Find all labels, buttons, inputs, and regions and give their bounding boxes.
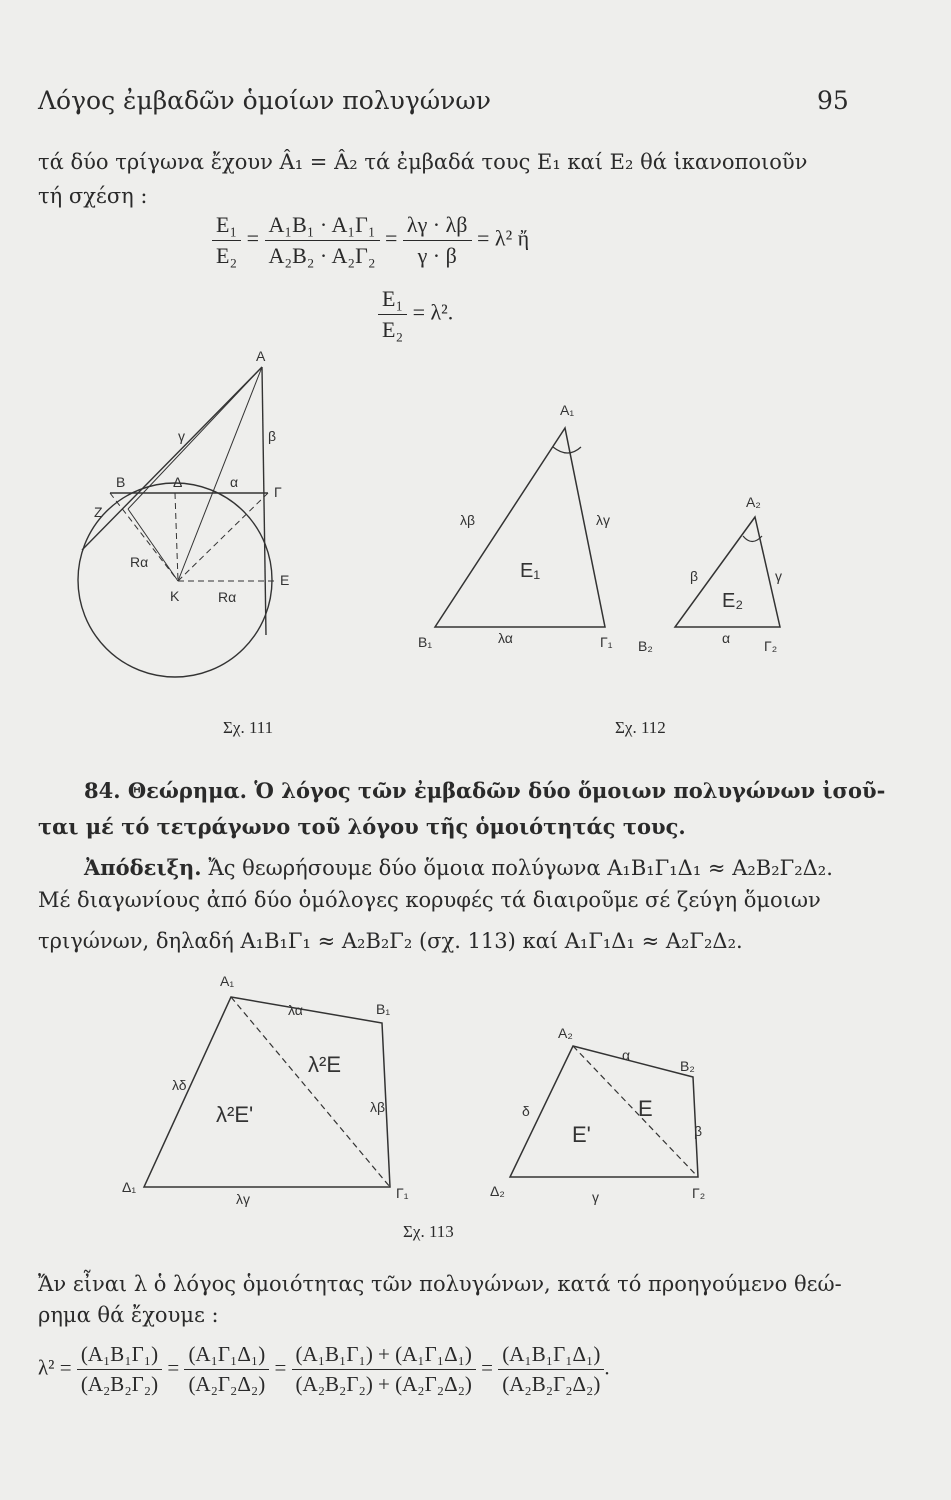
running-header: Λόγος ἐμβαδῶν ὁμοίων πολυγώνων bbox=[38, 86, 491, 115]
figure-113 bbox=[120, 970, 740, 1210]
final-eq-2: = bbox=[274, 1355, 287, 1380]
label-a: α bbox=[722, 630, 731, 646]
label-ld: λδ bbox=[172, 1077, 187, 1093]
eq2-tail: = λ². bbox=[412, 299, 454, 325]
eq2-num: E₁ bbox=[378, 286, 407, 315]
eq1-b-den: A₂B₂ · A₂Γ₂ bbox=[268, 243, 376, 268]
theorem-text-1: Ὁ λόγος τῶν ἐμβαδῶν δύο ὅμοιων πολυγώνων ἰσοῦ- bbox=[254, 778, 886, 803]
label-l2E: λ²E bbox=[308, 1052, 341, 1077]
label-B2: B₂ bbox=[638, 638, 653, 654]
final-f4-num: (A₁B₁Γ₁Δ₁) bbox=[498, 1342, 604, 1370]
line-g-k bbox=[178, 493, 268, 581]
proof-line-3: τριγώνων, δηλαδή Α₁Β₁Γ₁ ≈ Α₂Β₂Γ₂ (σχ. 113) καί Α₁Γ₁Δ₁ ≈ Α₂Γ₂Δ₂. bbox=[38, 929, 743, 953]
final-eq-3: = bbox=[481, 1355, 494, 1380]
final-f3-num: (A₁B₁Γ₁) + (A₁Γ₁Δ₁) bbox=[292, 1342, 476, 1370]
label-la: λα bbox=[498, 630, 513, 646]
line-a-b bbox=[82, 367, 262, 550]
eq1-c-num: λγ · λβ bbox=[403, 212, 472, 241]
closing-line-1: Ἄν εἶναι λ ὁ λόγος ὁμοιότητας τῶν πολυγώνων, κατά τό προηγούμενο θεώ- bbox=[38, 1272, 842, 1296]
quadrilateral-2 bbox=[510, 1046, 698, 1177]
label-a: α bbox=[622, 1047, 631, 1063]
label-A1: A₁ bbox=[560, 402, 575, 418]
label-D2: Δ₂ bbox=[490, 1183, 505, 1199]
eq1-a-num: E₁ bbox=[212, 212, 241, 241]
label-A1: A₁ bbox=[220, 973, 235, 989]
proof-line-1 bbox=[84, 855, 833, 880]
proof-text-1: Ἄς θεωρήσουμε δύο ὅμοια πολύγωνα Α₁Β₁Γ₁Δ₁ ≈ Α₂Β₂Γ₂Δ₂. bbox=[208, 856, 833, 880]
line-a-z bbox=[128, 367, 262, 509]
label-B1: B₁ bbox=[376, 1001, 391, 1017]
angle-arc-1 bbox=[553, 447, 581, 453]
label-D1: Δ₁ bbox=[122, 1179, 137, 1195]
label-A: A bbox=[256, 348, 266, 364]
label-lb: λβ bbox=[460, 512, 476, 528]
label-b: β bbox=[694, 1123, 703, 1139]
label-G2: Γ₂ bbox=[692, 1185, 706, 1201]
line-a-g bbox=[262, 367, 266, 635]
final-end: . bbox=[604, 1355, 610, 1380]
equation-area-ratio bbox=[212, 212, 529, 269]
label-b: β bbox=[690, 568, 699, 584]
line-a-k bbox=[178, 367, 262, 581]
caption-fig-112: Σχ. 112 bbox=[615, 718, 666, 737]
figure-111 bbox=[70, 345, 330, 680]
label-Ra-1: Rα bbox=[130, 554, 149, 570]
label-A2: A₂ bbox=[746, 494, 761, 510]
proof-line-2: Μέ διαγωνίους ἀπό δύο ὁμόλογες κορυφές τά διαιροῦμε σέ ζεύγη ὅμοιων bbox=[38, 888, 821, 912]
eq1-b-num: A₁B₁ · A₁Γ₁ bbox=[265, 212, 380, 241]
eq1-c-den: γ · β bbox=[417, 243, 457, 268]
diagonal-1 bbox=[231, 997, 390, 1187]
final-equation bbox=[38, 1342, 610, 1397]
eq1-tail: = λ² ἤ bbox=[477, 225, 530, 251]
line-d-k bbox=[175, 493, 178, 581]
caption-fig-113: Σχ. 113 bbox=[403, 1222, 454, 1241]
final-f1-den: (A₂B₂Γ₂) bbox=[80, 1372, 159, 1396]
theorem-line-1 bbox=[84, 778, 885, 803]
label-Ra-2: Rα bbox=[218, 589, 237, 605]
final-f1-num: (A₁B₁Γ₁) bbox=[77, 1342, 162, 1370]
eq1-a-den: E₂ bbox=[216, 243, 238, 268]
label-A2: A₂ bbox=[558, 1025, 573, 1041]
label-g: γ bbox=[592, 1189, 599, 1205]
label-gamma: γ bbox=[178, 428, 185, 444]
label-Delta: Δ bbox=[173, 474, 183, 490]
intro-line-2: τή σχέση : bbox=[38, 184, 148, 208]
equation-area-ratio-short bbox=[378, 286, 453, 343]
label-E2: E₂ bbox=[722, 590, 744, 612]
label-G2: Γ₂ bbox=[764, 638, 778, 654]
label-B2: B₂ bbox=[680, 1058, 695, 1074]
label-g: γ bbox=[775, 568, 782, 584]
label-Gamma: Γ bbox=[274, 484, 282, 500]
incircle bbox=[78, 483, 272, 677]
final-f4-den: (A₂B₂Γ₂Δ₂) bbox=[502, 1372, 601, 1396]
label-alpha: α bbox=[230, 474, 239, 490]
label-Ep: E' bbox=[572, 1122, 591, 1147]
eq2-den: E₂ bbox=[382, 317, 404, 342]
label-K: K bbox=[170, 588, 180, 604]
eq1-equals-2: = bbox=[385, 225, 398, 251]
label-lg: λγ bbox=[596, 512, 610, 528]
final-f2-den: (A₂Γ₂Δ₂) bbox=[188, 1372, 266, 1396]
label-l2Ep: λ²E' bbox=[216, 1102, 254, 1127]
final-f3-den: (A₂B₂Γ₂) + (A₂Γ₂Δ₂) bbox=[295, 1372, 472, 1396]
label-Z: Z bbox=[94, 504, 103, 520]
label-lg: λγ bbox=[236, 1191, 250, 1207]
caption-fig-111: Σχ. 111 bbox=[223, 718, 274, 737]
label-lb: λβ bbox=[370, 1099, 386, 1115]
label-la: λα bbox=[288, 1002, 303, 1018]
figure-112 bbox=[410, 395, 820, 670]
eq1-equals-1: = bbox=[246, 225, 260, 251]
theorem-label: 84. Θεώρημα. bbox=[84, 778, 247, 803]
intro-line-1: τά δύο τρίγωνα ἔχουν Â₁ = Â₂ τά ἐμβαδά τους Ε₁ καί Ε₂ θά ἱκανοποιοῦν bbox=[38, 150, 808, 174]
label-G1: Γ₁ bbox=[600, 634, 613, 650]
label-E1: E₁ bbox=[520, 560, 541, 582]
label-G1: Γ₁ bbox=[396, 1185, 409, 1201]
theorem-text-2: ται μέ τό τετράγωνο τοῦ λόγου τῆς ὁμοιότητάς τους. bbox=[38, 814, 686, 839]
label-E: E bbox=[280, 572, 290, 588]
proof-label: Ἀπόδειξη. bbox=[84, 855, 202, 880]
closing-line-2: ρημα θά ἔχουμε : bbox=[38, 1303, 219, 1327]
label-d: δ bbox=[522, 1103, 530, 1119]
label-B1: B₁ bbox=[418, 634, 433, 650]
label-beta: β bbox=[268, 428, 277, 444]
page-number: 95 bbox=[817, 86, 849, 115]
label-E: E bbox=[638, 1096, 653, 1121]
final-lhs: λ² = bbox=[38, 1355, 72, 1380]
final-f2-num: (A₁Γ₁Δ₁) bbox=[184, 1342, 269, 1370]
label-B: B bbox=[116, 474, 126, 490]
final-eq-1: = bbox=[167, 1355, 180, 1380]
line-z-k bbox=[128, 509, 178, 581]
